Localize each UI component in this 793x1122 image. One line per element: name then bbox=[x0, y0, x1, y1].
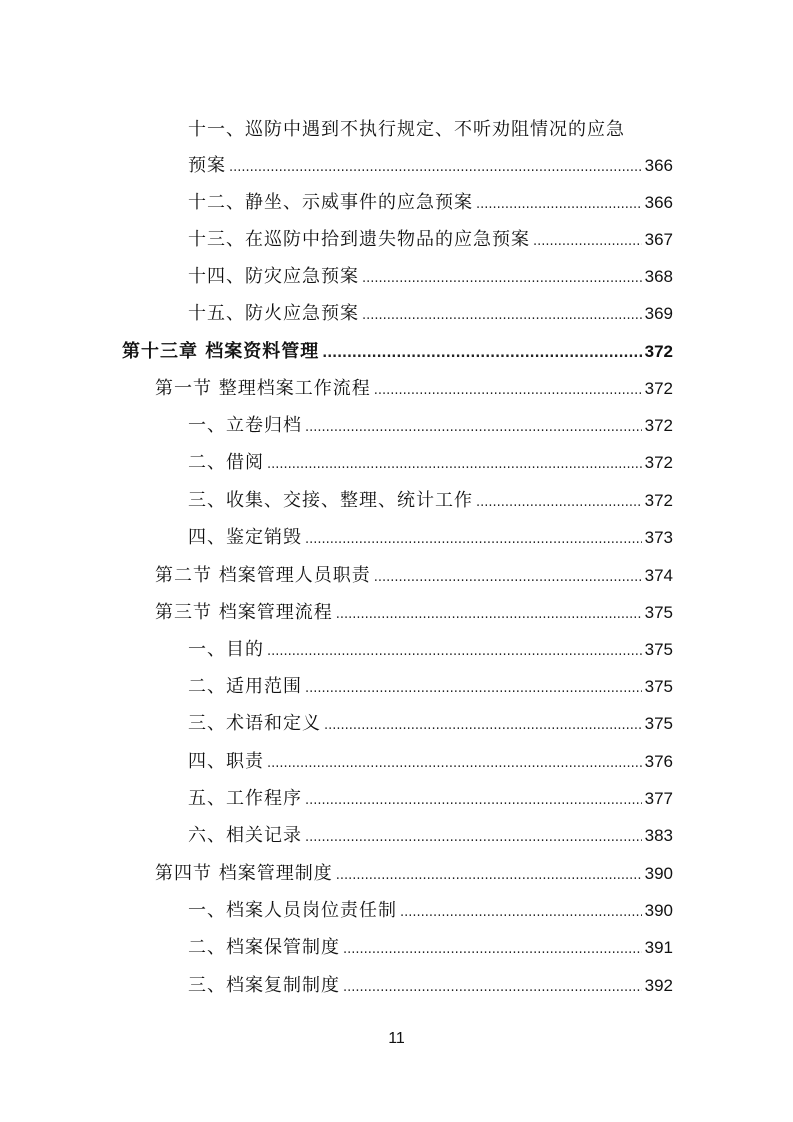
dot-leader bbox=[305, 674, 642, 702]
dot-leader bbox=[305, 525, 642, 553]
page-number: 11 bbox=[388, 1030, 405, 1047]
toc-entry-page: 367 bbox=[644, 230, 673, 249]
toc-entry[interactable] bbox=[188, 635, 673, 665]
toc-entry[interactable] bbox=[188, 821, 673, 851]
toc-entry-page: 375 bbox=[644, 714, 673, 733]
dot-leader bbox=[336, 861, 642, 889]
toc-section-page: 390 bbox=[644, 864, 673, 883]
toc-entry-page: 366 bbox=[644, 156, 673, 175]
toc-chapter[interactable] bbox=[122, 337, 673, 367]
toc-entry-11-title-line1: 十一、巡防中遇到不执行规定、不听劝阻情况的应急 bbox=[188, 119, 625, 140]
toc-entry-page: 369 bbox=[644, 304, 673, 323]
toc-entry-page: 391 bbox=[644, 938, 673, 957]
dot-leader bbox=[267, 749, 642, 777]
toc-entry-page: 377 bbox=[644, 789, 673, 808]
toc-section-title: 第三节 档案管理流程 bbox=[155, 602, 333, 623]
toc-entry[interactable] bbox=[188, 411, 673, 441]
toc-entry-title: 三、收集、交接、整理、统计工作 bbox=[188, 490, 473, 511]
toc-entry[interactable] bbox=[188, 933, 673, 963]
dot-leader bbox=[229, 153, 642, 181]
toc-entry[interactable] bbox=[188, 299, 673, 329]
toc-entry-title: 一、目的 bbox=[188, 639, 264, 660]
toc-entry-page: 375 bbox=[644, 640, 673, 659]
toc-entry-title: 二、适用范围 bbox=[188, 676, 302, 697]
toc-entry-page: 375 bbox=[644, 677, 673, 696]
toc-section[interactable] bbox=[155, 598, 673, 628]
toc-section-page: 375 bbox=[644, 603, 673, 622]
toc-section-title: 第四节 档案管理制度 bbox=[155, 863, 333, 884]
toc-entry-page: 372 bbox=[644, 416, 673, 435]
dot-leader bbox=[476, 488, 642, 516]
toc-entry-title: 六、相关记录 bbox=[188, 825, 302, 846]
toc-entry-title: 十三、在巡防中拾到遗失物品的应急预案 bbox=[188, 229, 530, 250]
toc-entry-title: 四、鉴定销毁 bbox=[188, 527, 302, 548]
toc-section[interactable] bbox=[155, 374, 673, 404]
dot-leader bbox=[343, 935, 642, 963]
toc-entry-page: 392 bbox=[644, 976, 673, 995]
toc-entry[interactable] bbox=[188, 896, 673, 926]
toc-entry-title: 一、立卷归档 bbox=[188, 415, 302, 436]
dot-leader bbox=[533, 227, 642, 255]
dot-leader bbox=[305, 823, 642, 851]
toc-entry[interactable] bbox=[188, 672, 673, 702]
toc-entry-page: 376 bbox=[644, 752, 673, 771]
toc-entry[interactable] bbox=[188, 971, 673, 1001]
dot-leader bbox=[267, 637, 642, 665]
toc-entry[interactable] bbox=[188, 486, 673, 516]
toc-section-page: 372 bbox=[644, 379, 673, 398]
toc-entry-title: 二、借阅 bbox=[188, 452, 264, 473]
toc-entry-title: 十五、防火应急预案 bbox=[188, 303, 359, 324]
toc-section-page: 374 bbox=[644, 566, 673, 585]
dot-leader bbox=[400, 898, 642, 926]
dot-leader bbox=[336, 600, 642, 628]
toc-entry-title: 三、术语和定义 bbox=[188, 713, 321, 734]
toc-entry[interactable] bbox=[188, 188, 673, 218]
dot-leader bbox=[362, 301, 642, 329]
toc-entry[interactable] bbox=[188, 709, 673, 739]
toc-entry[interactable] bbox=[188, 523, 673, 553]
toc-entry-title: 三、档案复制制度 bbox=[188, 975, 340, 996]
toc-entry-page: 372 bbox=[644, 491, 673, 510]
toc-entry-page: 372 bbox=[644, 453, 673, 472]
toc-entry-title: 四、职责 bbox=[188, 751, 264, 772]
dot-leader bbox=[362, 264, 642, 292]
toc-entry[interactable] bbox=[188, 784, 673, 814]
toc-entry-title: 十二、静坐、示威事件的应急预案 bbox=[188, 192, 473, 213]
dot-leader bbox=[305, 413, 642, 441]
toc-section[interactable] bbox=[155, 561, 673, 591]
dot-leader bbox=[322, 339, 641, 367]
dot-leader bbox=[305, 786, 642, 814]
toc-entry-page: 373 bbox=[644, 528, 673, 547]
toc-entry-page: 366 bbox=[644, 193, 673, 212]
dot-leader bbox=[343, 973, 642, 1001]
toc-entry-11[interactable] bbox=[188, 151, 673, 181]
toc-section-title: 第二节 档案管理人员职责 bbox=[155, 565, 371, 586]
toc-section-title: 第一节 整理档案工作流程 bbox=[155, 378, 371, 399]
dot-leader bbox=[374, 376, 642, 404]
toc-entry[interactable] bbox=[188, 448, 673, 478]
toc-entry-page: 383 bbox=[644, 826, 673, 845]
toc-entry[interactable] bbox=[188, 747, 673, 777]
toc-entry-title: 一、档案人员岗位责任制 bbox=[188, 900, 397, 921]
toc-entry-page: 390 bbox=[644, 901, 673, 920]
toc-entry[interactable] bbox=[188, 262, 673, 292]
toc-entry-page: 368 bbox=[644, 267, 673, 286]
toc-chapter-page: 372 bbox=[644, 342, 673, 361]
dot-leader bbox=[476, 190, 642, 218]
dot-leader bbox=[267, 450, 642, 478]
toc-entry-title: 预案 bbox=[188, 155, 226, 176]
toc-entry[interactable] bbox=[188, 225, 673, 255]
toc-entry-title: 五、工作程序 bbox=[188, 788, 302, 809]
toc-entry-title: 十四、防灾应急预案 bbox=[188, 266, 359, 287]
toc-chapter-title: 第十三章 档案资料管理 bbox=[122, 341, 320, 362]
toc-entry-title: 二、档案保管制度 bbox=[188, 937, 340, 958]
dot-leader bbox=[324, 711, 642, 739]
toc-section[interactable] bbox=[155, 859, 673, 889]
dot-leader bbox=[374, 563, 642, 591]
